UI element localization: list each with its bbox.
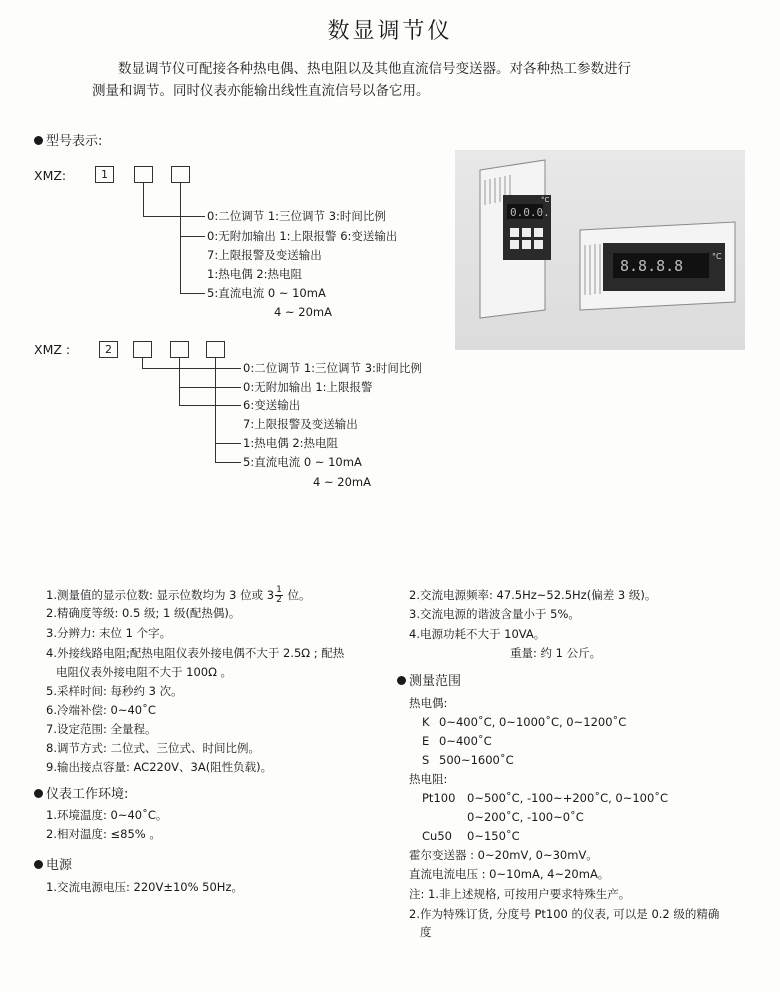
- fraction-numerator: 1: [276, 585, 282, 595]
- note-1: 注: 1.非上述规格, 可按用户要求特殊生产。: [409, 887, 631, 901]
- spec-right-item: 4.电源功耗不大于 10VA。: [409, 627, 546, 641]
- intro-line-1: 数显调节仪可配接各种热电偶、热电阻以及其他直流信号变送器。对各种热工参数进行: [118, 61, 631, 77]
- spec-item: 5.采样时间: 每秒约 3 次。: [46, 684, 183, 698]
- right-meter-display: 8.8.8.8: [620, 257, 684, 275]
- weight-item: 重量: 约 1 公斤。: [510, 646, 602, 660]
- xmz1-option: 1:热电偶 2:热电阻: [207, 267, 303, 281]
- power-item: 1.交流电源电压: 220V±10% 50Hz。: [46, 880, 243, 894]
- xmz2-option: 5:直流电流 0 ~ 10mA: [243, 455, 362, 469]
- thermocouple-code: K: [422, 715, 430, 729]
- rtd-range: 0~200˚C, -100~0˚C: [467, 810, 584, 824]
- env-heading-text: 仪表工作环境:: [46, 787, 129, 802]
- xmz2-line: [179, 387, 241, 388]
- env-section-heading: [34, 783, 128, 802]
- xmz1-option: 7:上限报警及变送输出: [207, 248, 322, 262]
- spec-right-item: 3.交流电源的谐波含量小于 5%。: [409, 607, 580, 621]
- xmz1-line: [180, 236, 205, 237]
- xmz2-box-1: 2: [99, 341, 118, 358]
- spec-item-1: [46, 586, 311, 605]
- device-photo-illustration: [455, 150, 745, 350]
- xmz2-line: [179, 358, 180, 406]
- xmz2-line: [215, 462, 241, 463]
- xmz2-option: 4 ~ 20mA: [313, 475, 371, 489]
- xmz1-box-3: [171, 166, 190, 183]
- left-meter-unit: °C: [541, 196, 550, 204]
- note-2-continued: 度: [420, 925, 432, 939]
- xmz2-option: 1:热电偶 2:热电阻: [243, 436, 339, 450]
- spec-item: 9.输出接点容量: AC220V、3A(阻性负载)。: [46, 760, 273, 774]
- xmz2-line: [215, 443, 241, 444]
- model-section-heading: [34, 130, 102, 149]
- thermocouple-range: 500~1600˚C: [439, 753, 514, 767]
- range-heading-text: 测量范围: [409, 674, 462, 689]
- xmz1-box-2: [134, 166, 153, 183]
- thermocouple-range: 0~400˚C, 0~1000˚C, 0~1200˚C: [439, 715, 627, 729]
- right-meter-unit: °C: [712, 252, 722, 261]
- xmz1-line: [143, 216, 205, 217]
- bullet-icon: [34, 789, 43, 798]
- model-heading-text: 型号表示:: [46, 134, 103, 149]
- thermocouple-code: S: [422, 753, 430, 767]
- rtd-range: 0~500˚C, -100~+200˚C, 0~100˚C: [467, 791, 669, 805]
- xmz2-box-4: [206, 341, 225, 358]
- power-section-heading: [34, 854, 72, 873]
- bullet-icon: [34, 860, 43, 869]
- thermocouple-range: 0~400˚C: [439, 734, 492, 748]
- xmz2-option: 0:二位调节 1:三位调节 3:时间比例: [243, 361, 422, 375]
- rtd-code: Pt100: [422, 791, 456, 805]
- page-title: 数显调节仪: [327, 19, 453, 44]
- xmz1-line: [180, 183, 181, 294]
- xmz1-option: 0:无附加输出 1:上限报警 6:变送输出: [207, 229, 398, 243]
- env-item: 1.环境温度: 0~40˚C。: [46, 808, 168, 822]
- fraction: [275, 586, 283, 605]
- spec-item-1-suffix: 位。: [283, 588, 311, 602]
- spec-item: 6.冷端补偿: 0~40˚C: [46, 703, 156, 717]
- xmz2-option: 0:无附加输出 1:上限报警: [243, 380, 373, 394]
- note-2: 2.作为特殊订货, 分度号 Pt100 的仪表, 可以是 0.2 级的精确: [409, 907, 720, 921]
- spec-item: 2.精确度等级: 0.5 级; 1 级(配热偶)。: [46, 606, 241, 620]
- bullet-icon: [397, 676, 406, 685]
- xmz1-box-1: 1: [95, 166, 114, 183]
- env-item: 2.相对温度: ≤85% 。: [46, 827, 161, 841]
- thermocouple-title: 热电偶:: [409, 696, 448, 710]
- xmz2-box-2: [133, 341, 152, 358]
- xmz2-line: [179, 405, 241, 406]
- xmz2-label: XMZ :: [34, 342, 71, 357]
- dc-range: 直流电流电压 : 0~10mA, 4~20mA。: [409, 867, 610, 881]
- xmz1-option: 5:直流电流 0 ~ 10mA: [207, 286, 326, 300]
- xmz1-label: XMZ:: [34, 168, 67, 183]
- xmz1-line: [143, 183, 144, 217]
- thermocouple-code: E: [422, 734, 430, 748]
- range-section-heading: [397, 670, 461, 689]
- spec-item: 4.外接线路电阻;配热电阻仪表外接电偶不大于 2.5Ω ; 配热: [46, 646, 345, 660]
- xmz1-option: 4 ~ 20mA: [274, 305, 332, 319]
- intro-paragraph: [92, 58, 732, 102]
- left-meter-display: 0.0.0.: [510, 206, 550, 219]
- spec-item: 3.分辨力: 末位 1 个字。: [46, 626, 172, 640]
- xmz2-line: [142, 368, 241, 369]
- rtd-code: Cu50: [422, 829, 452, 843]
- xmz2-option: 6:变送输出: [243, 398, 301, 412]
- xmz2-line: [215, 358, 216, 463]
- xmz1-option: 0:二位调节 1:三位调节 3:时间比例: [207, 209, 386, 223]
- bullet-icon: [34, 136, 43, 145]
- xmz1-line: [180, 293, 205, 294]
- device-photo: [455, 150, 745, 350]
- power-heading-text: 电源: [46, 858, 73, 873]
- spec-right-item: 2.交流电源频率: 47.5Hz~52.5Hz(偏差 3 级)。: [409, 588, 657, 602]
- xmz2-box-3: [170, 341, 189, 358]
- rtd-range: 0~150˚C: [467, 829, 520, 843]
- spec-item: 8.调节方式: 二位式、三位式、时间比例。: [46, 741, 261, 755]
- rtd-title: 热电阻:: [409, 772, 448, 786]
- spec-item: 7.设定范围: 全量程。: [46, 722, 157, 736]
- fraction-denominator: 2: [276, 595, 282, 605]
- hall-sensor-range: 霍尔变送器 : 0~20mV, 0~30mV。: [409, 848, 598, 862]
- xmz2-option: 7:上限报警及变送输出: [243, 417, 358, 431]
- spec-item-1-text: 1.测量值的显示位数: 显示位数均为 3 位或 3: [46, 588, 275, 602]
- spec-item: 电阻仪表外接电阻不大于 100Ω 。: [56, 665, 233, 679]
- intro-line-2: 测量和调节。同时仪表亦能输出线性直流信号以备它用。: [92, 83, 430, 99]
